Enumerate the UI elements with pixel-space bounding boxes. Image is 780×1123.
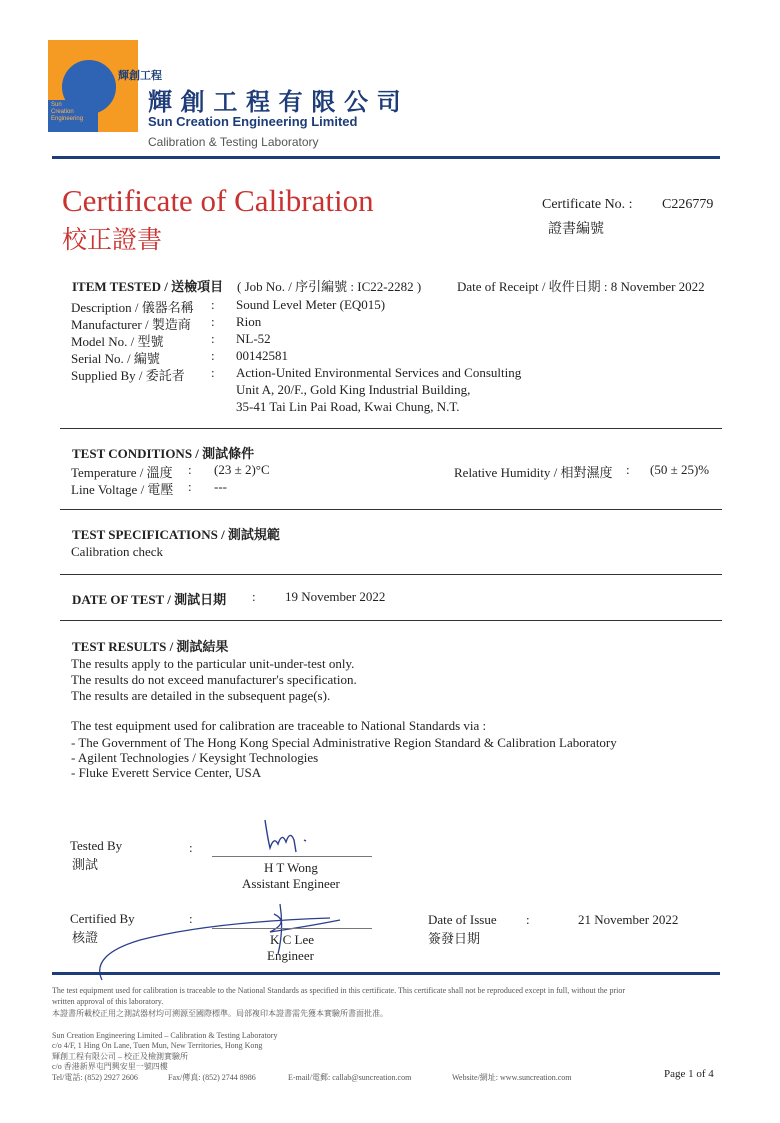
page-number: Page 1 of 4 [664, 1068, 714, 1080]
tested-by-zh: 測試 [72, 857, 99, 872]
item-label: Model No. / 型號 [71, 334, 164, 349]
footer-address: c/o 香港新界屯門興安里一號四樓 [52, 1062, 168, 1071]
colon: : [211, 348, 215, 363]
conditions-heading: TEST CONDITIONS / 測試條件 [72, 446, 255, 461]
item-value: Rion [236, 314, 262, 329]
company-name-zh: 輝 創 工 程 有 限 公 司 [148, 89, 402, 116]
certified-by-zh: 核證 [72, 930, 99, 945]
footer-note-zh: 本證書所載校正用之測試器材均可溯源至國際標準。局部複印本證書需先獲本實驗所書面批准。 [52, 1009, 388, 1018]
traceability-intro: The test equipment used for calibration are traceable to National Standards via : [71, 718, 487, 733]
footer-rule [52, 972, 720, 975]
date-of-test-heading: DATE OF TEST / 測試日期 [72, 592, 227, 607]
colon: : [211, 314, 215, 329]
company-logo [48, 40, 162, 132]
item-value: Sound Level Meter (EQ015) [236, 297, 386, 312]
result-line: The results apply to the particular unit-under-test only. [71, 656, 355, 671]
cert-label-zh: 證書編號 [548, 222, 604, 237]
signature-line [212, 856, 372, 857]
tested-by-label: Tested By [70, 838, 123, 853]
colon: : [211, 331, 215, 346]
cert-label: Certificate No. : [542, 197, 633, 212]
traceability-item: - Agilent Technologies / Keysight Technologies [71, 750, 319, 765]
item-value: 00142581 [236, 348, 288, 363]
footer-address: Sun Creation Engineering Limited – Calibration & Testing Laboratory [52, 1031, 278, 1040]
result-line: The results are detailed in the subsequent page(s). [71, 688, 331, 703]
date-of-receipt: Date of Receipt / 收件日期 : 8 November 2022 [457, 279, 705, 294]
traceability-item: - Fluke Everett Service Center, USA [71, 765, 262, 780]
footer-email: E-mail/電郵: callab@suncreation.com [288, 1073, 412, 1082]
temperature-value: (23 ± 2)°C [214, 462, 270, 477]
colon: : [252, 589, 256, 604]
lab-name: Calibration & Testing Laboratory [148, 135, 319, 149]
specs-value: Calibration check [71, 544, 164, 559]
colon: : [188, 462, 192, 477]
item-label: Manufacturer / 製造商 [71, 317, 191, 332]
signature-line [212, 928, 372, 929]
footer-note: The test equipment used for calibration is traceable to the National Standards as specified in this certificate. This certificate shall not be reproduced except in full, without the prior [52, 986, 625, 995]
colon: : [189, 911, 193, 926]
title-zh: 校正證書 [62, 227, 163, 254]
job-number: ( Job No. / 序引編號 : IC22-2282 ) [237, 279, 422, 294]
colon: : [188, 479, 192, 494]
footer-address: 輝創工程有限公司 – 校正及檢測實驗所 [52, 1052, 188, 1061]
date-of-test-value: 19 November 2022 [285, 589, 386, 604]
humidity-value: (50 ± 25)% [650, 462, 710, 477]
voltage-value: --- [214, 479, 227, 494]
issue-date-label: Date of Issue [428, 912, 497, 927]
supplier-address-1: Unit A, 20/F., Gold King Industrial Building, [236, 382, 471, 397]
results-heading: TEST RESULTS / 測試結果 [72, 639, 229, 654]
colon: : [211, 297, 215, 312]
item-label: Serial No. / 編號 [71, 351, 160, 366]
signature-wong [240, 814, 360, 858]
result-line: The results do not exceed manufacturer's specification. [71, 672, 357, 687]
header-rule [52, 156, 720, 159]
tested-by-name: H T Wong [264, 860, 318, 875]
temperature-label: Temperature / 溫度 [71, 465, 173, 480]
certified-by-title: Engineer [267, 948, 314, 963]
item-label: Supplied By / 委託者 [71, 368, 185, 383]
colon: : [526, 912, 530, 927]
divider [60, 428, 722, 429]
footer-address: c/o 4/F, 1 Hing On Lane, Tuen Mun, New Territories, Hong Kong [52, 1041, 263, 1050]
cert-number: C226779 [662, 197, 714, 212]
divider [60, 620, 722, 621]
tested-by-title: Assistant Engineer [242, 876, 340, 891]
logo-chars: 輝創工程 [118, 70, 162, 82]
title-en: Certificate of Calibration [62, 183, 374, 218]
item-value: NL-52 [236, 331, 271, 346]
footer-website: Website/網址: www.suncreation.com [452, 1073, 572, 1082]
company-name-en: Sun Creation Engineering Limited [148, 114, 358, 129]
divider [60, 509, 722, 510]
footer-fax: Fax/傳真: (852) 2744 8986 [168, 1073, 256, 1082]
logo-text: Sun Creation Engineering [51, 102, 84, 122]
certified-by-label: Certified By [70, 911, 135, 926]
colon: : [189, 840, 193, 855]
traceability-item: - The Government of The Hong Kong Special Administrative Region Standard & Calibration Laboratory [71, 735, 617, 750]
item-heading: ITEM TESTED / 送檢項目 [72, 279, 224, 294]
item-value: Action-United Environmental Services and Consulting [236, 365, 522, 380]
voltage-label: Line Voltage / 電壓 [71, 482, 174, 497]
footer-tel: Tel/電話: (852) 2927 2606 [52, 1073, 138, 1082]
footer-note: written approval of this laboratory. [52, 997, 164, 1006]
certified-by-name: K C Lee [270, 932, 315, 947]
colon: : [626, 462, 630, 477]
issue-date-zh: 簽發日期 [428, 931, 481, 946]
issue-date-value: 21 November 2022 [578, 912, 679, 927]
colon: : [211, 365, 215, 380]
specs-heading: TEST SPECIFICATIONS / 測試規範 [72, 527, 280, 542]
divider [60, 574, 722, 575]
supplier-address-2: 35-41 Tai Lin Pai Road, Kwai Chung, N.T. [236, 399, 460, 414]
item-label: Description / 儀器名稱 [71, 300, 194, 315]
humidity-label: Relative Humidity / 相對濕度 [454, 465, 613, 480]
